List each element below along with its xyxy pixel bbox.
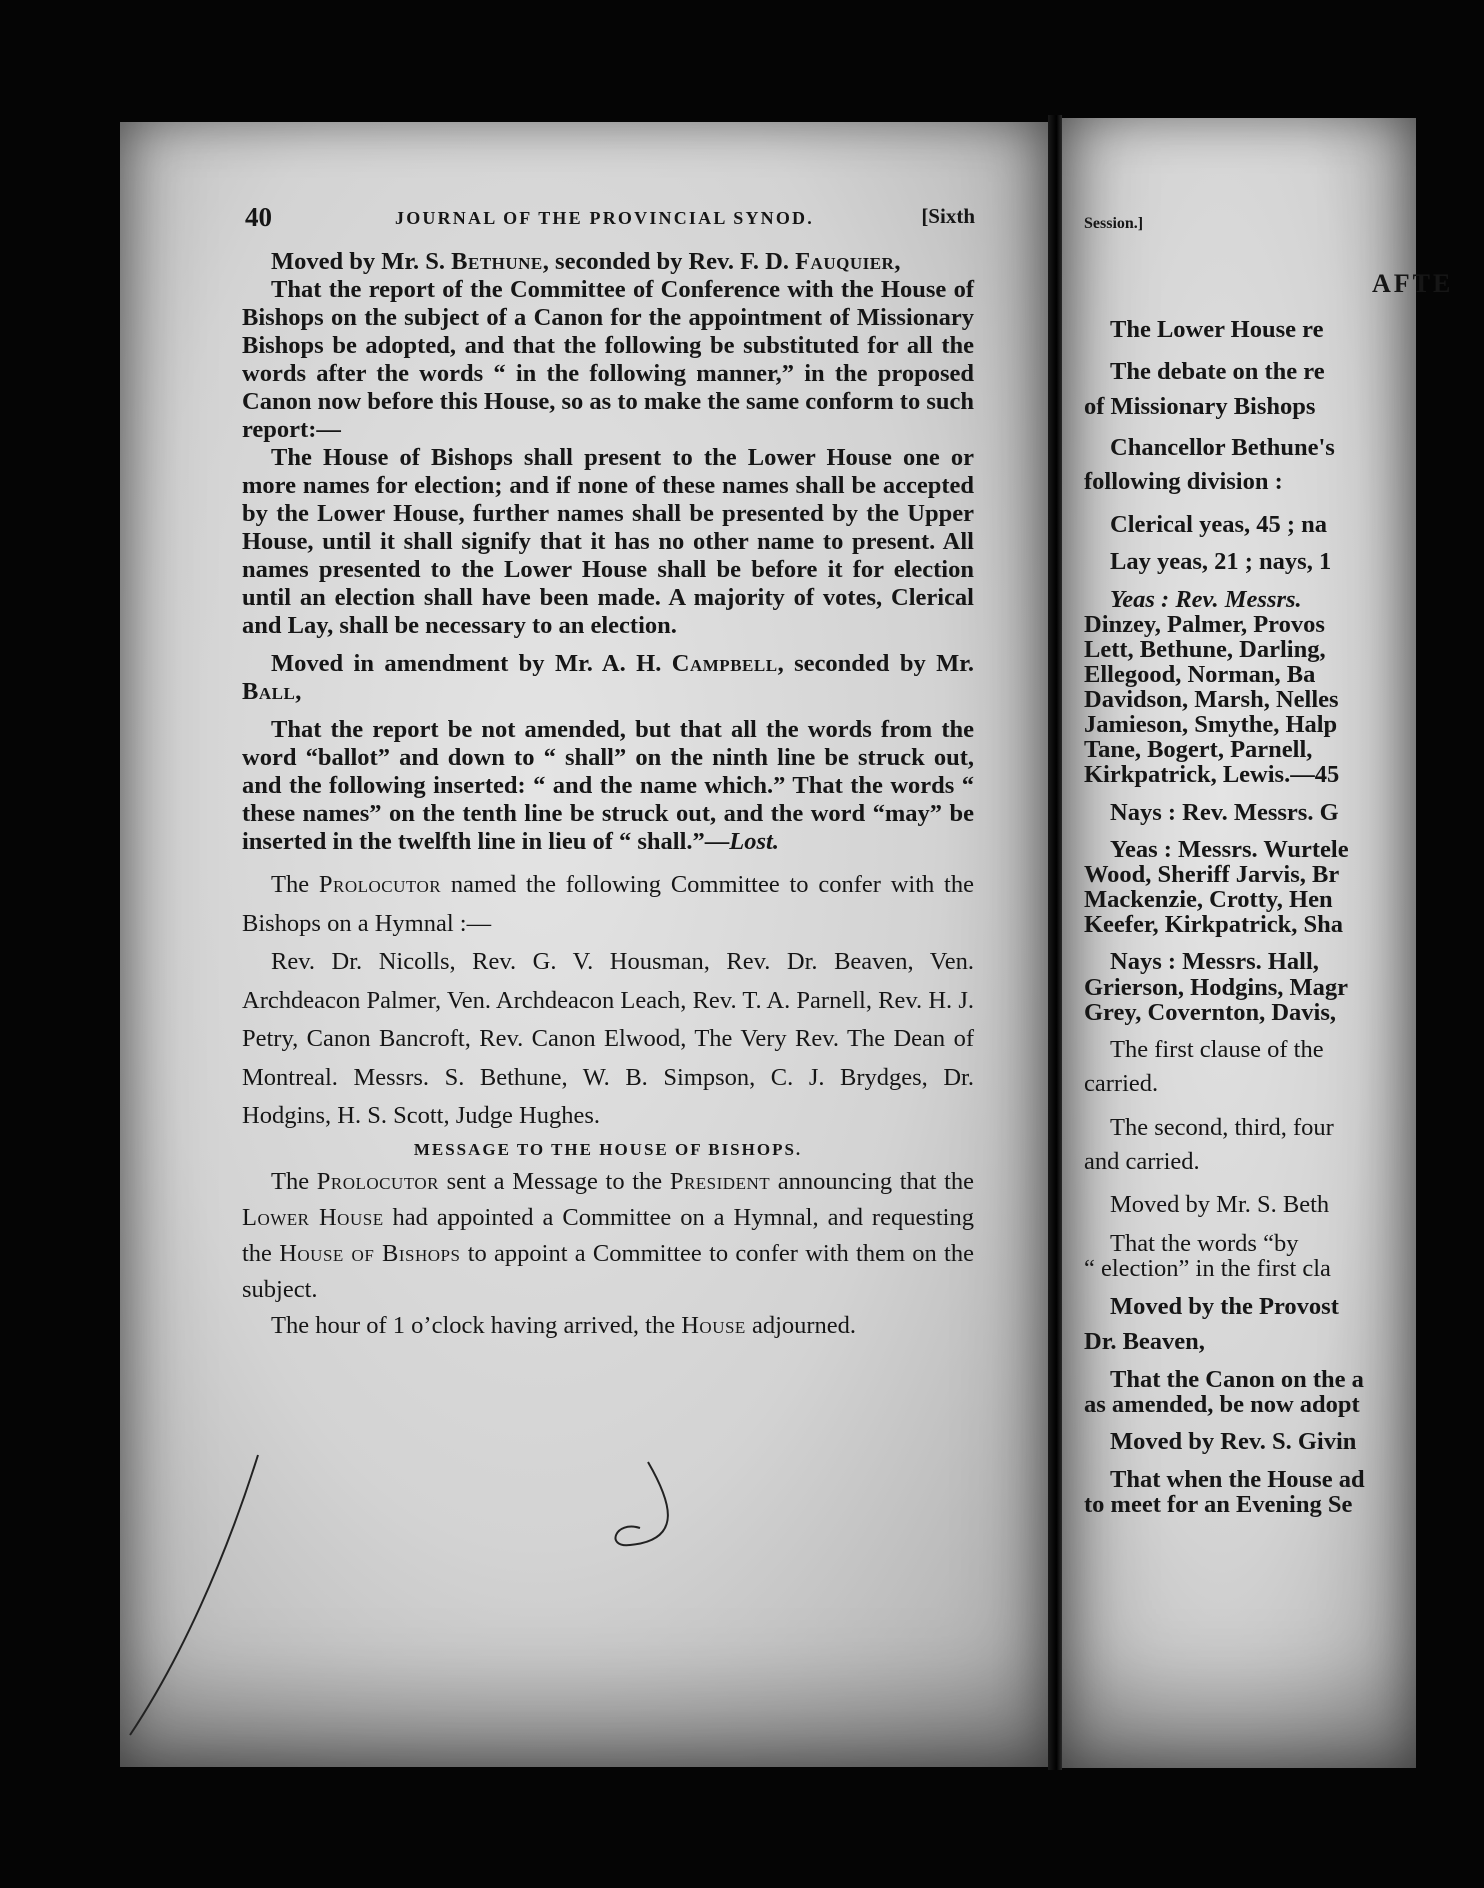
text-run: , seconded by Mr. [777,650,974,677]
name-smallcaps: House of Bishops [279,1239,461,1267]
name-smallcaps: Fauquier [795,248,895,275]
amendment-text-paragraph [242,716,974,856]
text-run: , [295,678,302,705]
right-line: Wood, Sheriff Jarvis, Br [1084,861,1340,888]
text-run: sent a Message to the [438,1167,670,1195]
right-line: Dinzey, Palmer, Provos [1084,611,1325,638]
amendment-paragraph [242,650,974,706]
book-gutter [1048,115,1062,1770]
right-line: Nays : Rev. Messrs. G [1110,799,1339,826]
text-run: to appoint a Committee to confer with them on the subject. [242,1239,974,1303]
right-line: Jamieson, Smythe, Halp [1084,711,1338,738]
text-run: The [271,871,319,898]
right-line: Clerical yeas, 45 ; na [1110,511,1328,538]
name-smallcaps: Lower House [242,1203,384,1231]
name-smallcaps: Bethune [451,248,543,275]
text-run: had appointed a Committee on a Hymnal, and requesting the [242,1203,974,1267]
message-paragraph [242,1164,974,1308]
name-smallcaps: Ball [242,678,296,705]
right-line: Tane, Bogert, Parnell, [1084,736,1313,763]
right-line: to meet for an Evening Se [1084,1491,1353,1518]
right-line: Keefer, Kirkpatrick, Sha [1084,911,1344,938]
right-running-head: Session.] [1084,215,1144,232]
right-line: Kirkpatrick, Lewis.—45 [1084,761,1340,788]
name-smallcaps: Campbell [671,650,778,677]
text-run: The [271,1167,317,1195]
committee-paragraph [242,866,974,943]
text-run: , [894,248,901,275]
right-line: Dr. Beaven, [1084,1328,1205,1355]
committee-members: Rev. Dr. Nicolls, Rev. G. V. Housman, Rev. Dr. Beaven, Ven. Archdeacon Palmer, Ven. Archdeacon Leach, Rev. T. A. Parnell, Rev. H. J. Petry, Canon Bancroft, Rev. Canon Elwood, The Very Rev. The Dean of Montreal. Messrs. S. Bethune, W. B. Simpson, C. J. Brydges, Dr. Hodgins, H. S. Scott, Judge Hughes. [242,948,974,1129]
page-number: 40 [245,202,272,232]
adjournment-paragraph [242,1308,974,1344]
name-smallcaps: Prolocutor [318,871,442,898]
right-heading: AFTE [1372,269,1454,298]
right-line: Moved by the Provost [1110,1293,1339,1320]
text-run: The hour of 1 o’clock having arrived, the [271,1311,682,1339]
left-page-content [120,122,1048,1767]
right-line: The first clause of the [1110,1036,1324,1063]
text-run: announcing that the [770,1167,975,1195]
text-run: , seconded by Rev. F. D. [542,248,796,275]
right-line: The debate on the re [1110,358,1325,385]
name-smallcaps: House [681,1311,746,1339]
journal-text [242,248,974,1344]
right-line: of Missionary Bishops [1084,393,1316,420]
section-heading: MESSAGE TO THE HOUSE OF BISHOPS. [413,1139,803,1159]
canon-paragraph: The House of Bishops shall present to the Lower House one or more names for election; and if none of these names shall be accepted by the Lower House, further names shall be presented by the Upper House, until it shall signify that it has no other name to present. All names presented to the Lower House shall be before it for election until an election shall have been made. A majority of votes, Clerical and Lay, shall be necessary to an election. [242,444,974,639]
right-line: Lay yeas, 21 ; nays, 1 [1110,548,1332,575]
name-smallcaps: Prolocutor [316,1167,439,1195]
text-run: That the report be not amended, but that all the words from the word “ballot” and down to “ shall” on the ninth line be struck out, and the following inserted: “ and the name which.” That the words “ these names” on the tenth line be struck out, and the word “may” be inserted in the twelfth line in lieu of “ shall.”— [242,716,974,855]
right-line: carried. [1084,1070,1159,1097]
right-line: following division : [1084,468,1283,495]
motion-paragraph [242,248,974,276]
right-line: Grey, Covernton, Davis, [1084,999,1337,1026]
right-line: Chancellor Bethune's [1110,434,1335,461]
report-paragraph: That the report of the Committee of Conference with the House of Bishops on the subject of a Canon for the appointment of Missionary Bishops be adopted, and that the following be substituted for all the words after the words “ in the following manner,” in the proposed Canon now before this House, so as to make the same conform to such report:— [242,276,974,443]
right-line: Yeas : Rev. Messrs. [1110,586,1302,613]
text-run: adjourned. [745,1311,857,1339]
right-line: and carried. [1084,1148,1200,1175]
right-line: Ellegood, Norman, Ba [1084,661,1316,688]
text-run: Moved by Mr. S. [271,248,452,275]
right-line: The Lower House re [1110,316,1324,343]
running-head [245,200,975,240]
right-line: as amended, be now adopt [1084,1391,1360,1418]
right-line: Moved by Rev. S. Givin [1110,1428,1357,1455]
right-line: Davidson, Marsh, Nelles [1084,686,1339,713]
right-line: Moved by Mr. S. Beth [1110,1191,1330,1218]
lost-result: Lost. [729,828,779,855]
right-line: The second, third, four [1110,1114,1334,1141]
right-line: Grierson, Hodgins, Magr [1084,974,1349,1001]
right-line: That the words “by [1110,1230,1299,1257]
text-run: named the following Committee to confer with the Bishops on a Hymnal :— [242,871,974,937]
right-line: Mackenzie, Crotty, Hen [1084,886,1333,913]
name-smallcaps: President [669,1167,771,1195]
right-line: Lett, Bethune, Darling, [1084,636,1326,663]
right-line: “ election” in the first cla [1084,1255,1331,1282]
section-mark: [Sixth [921,204,975,228]
right-line: That when the House ad [1110,1466,1365,1493]
right-line: That the Canon on the a [1110,1366,1364,1393]
right-line: Nays : Messrs. Hall, [1110,948,1319,975]
right-line: Yeas : Messrs. Wurtele [1110,836,1349,863]
right-page [1062,118,1454,1768]
running-title: JOURNAL OF THE PROVINCIAL SYNOD. [395,208,814,228]
text-run: Moved in amendment by Mr. A. H. [271,650,672,677]
